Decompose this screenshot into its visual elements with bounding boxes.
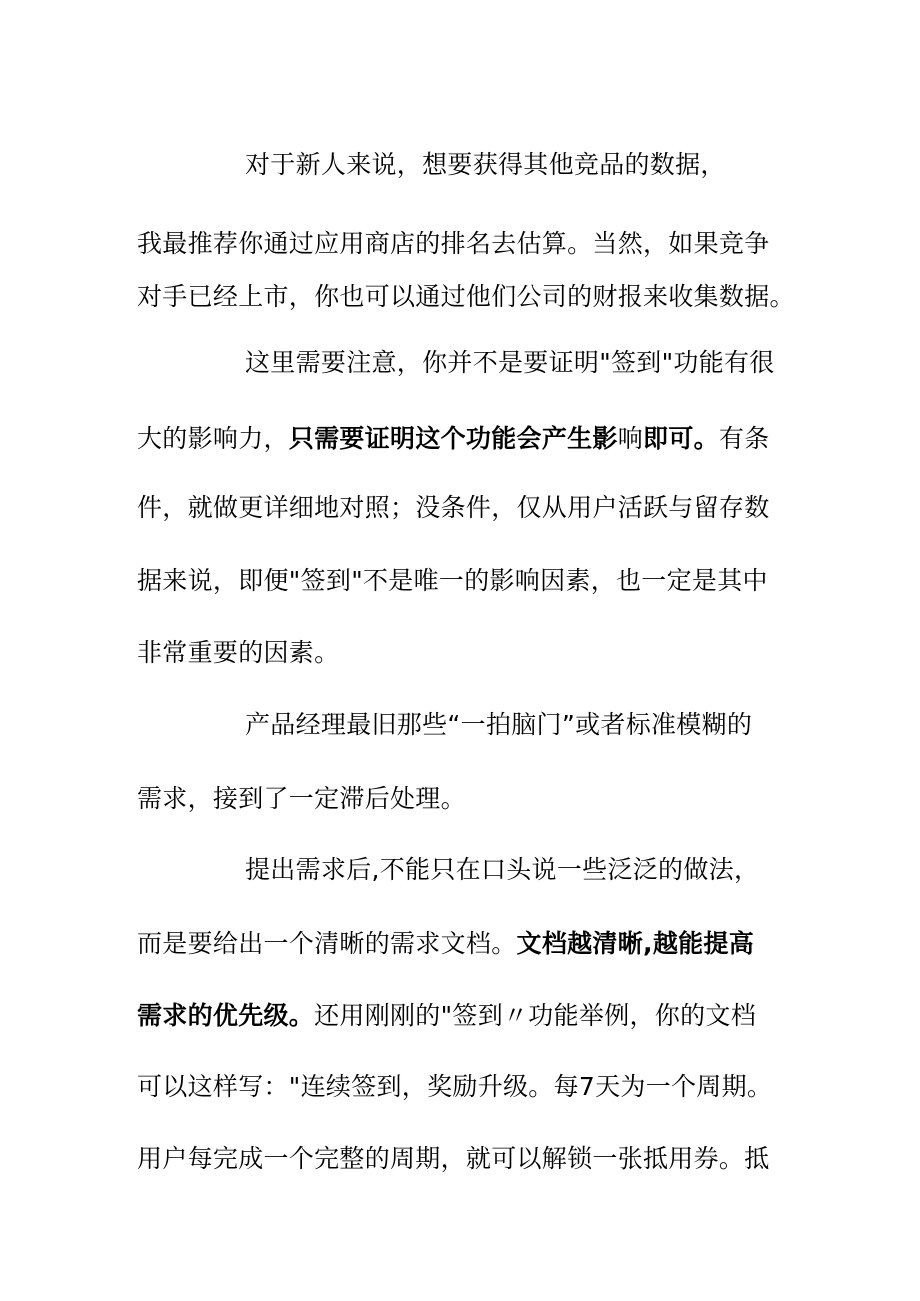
- paragraph-line: [137, 1071, 797, 1103]
- paragraph-line: [137, 423, 797, 455]
- text-run: 可以这样写："连续签到，奖励升级。每7天为一个周期。: [137, 1072, 773, 1101]
- paragraph-line: [137, 637, 797, 669]
- text-run: 我最推荐你通过应用商店的排名去估算。当然，如果竞争: [137, 229, 770, 258]
- paragraph-line: [137, 565, 797, 597]
- bold-text-run: 需求的优先级。: [137, 1001, 315, 1030]
- text-run: 对手已经上市，你也可以通过他们公司的财报来收集数据。: [137, 282, 795, 311]
- text-run: 大的影响力，: [137, 424, 289, 453]
- paragraph-line: [137, 1143, 797, 1175]
- text-run: 非常重要的因素。: [137, 638, 340, 667]
- text-run: 件，就做更详细地对照；没条件，仅从用户活跃与留存数: [137, 493, 770, 522]
- text-run: 产品经理最旧那些“一拍脑门”或者标准模糊的: [245, 710, 753, 739]
- bold-text-run: 文档越清晰,越能提高: [516, 929, 755, 958]
- paragraph-line: [245, 709, 905, 741]
- text-run: 提出需求后,不能只在口头说一些泛泛的做法，: [245, 855, 760, 884]
- paragraph-line: [137, 783, 797, 815]
- paragraph-line: [245, 854, 905, 886]
- text-run: 用户每完成一个完整的周期，就可以解锁一张抵用券。抵: [137, 1144, 770, 1173]
- text-run: 需求，接到了一定滞后处理。: [137, 784, 466, 813]
- paragraph-line: [137, 228, 797, 260]
- paragraph-line: [137, 928, 797, 960]
- paragraph-line: [245, 149, 905, 181]
- paragraph-line: [137, 1000, 797, 1032]
- bold-text-run: 即可。: [643, 424, 719, 453]
- paragraph-line: [137, 281, 797, 313]
- text-run: 有条: [718, 424, 770, 453]
- paragraph-line: [137, 492, 797, 524]
- bold-text-run: 只需要证明这个功能会产生影: [288, 424, 618, 453]
- text-run: 而是要给出一个清晰的需求文档。: [137, 929, 517, 958]
- text-run: 对于新人来说，想要获得其他竞品的数据，: [245, 150, 726, 179]
- text-run: 据来说，即便"签到"不是唯一的影响因素，也一定是其中: [137, 566, 768, 595]
- text-run: 响: [617, 424, 644, 453]
- paragraph-line: [245, 347, 905, 379]
- text-run: 还用刚刚的"签到〃功能举例，你的文档: [314, 1001, 757, 1030]
- text-run: 这里需要注意，你并不是要证明"签到"功能有很: [245, 348, 775, 377]
